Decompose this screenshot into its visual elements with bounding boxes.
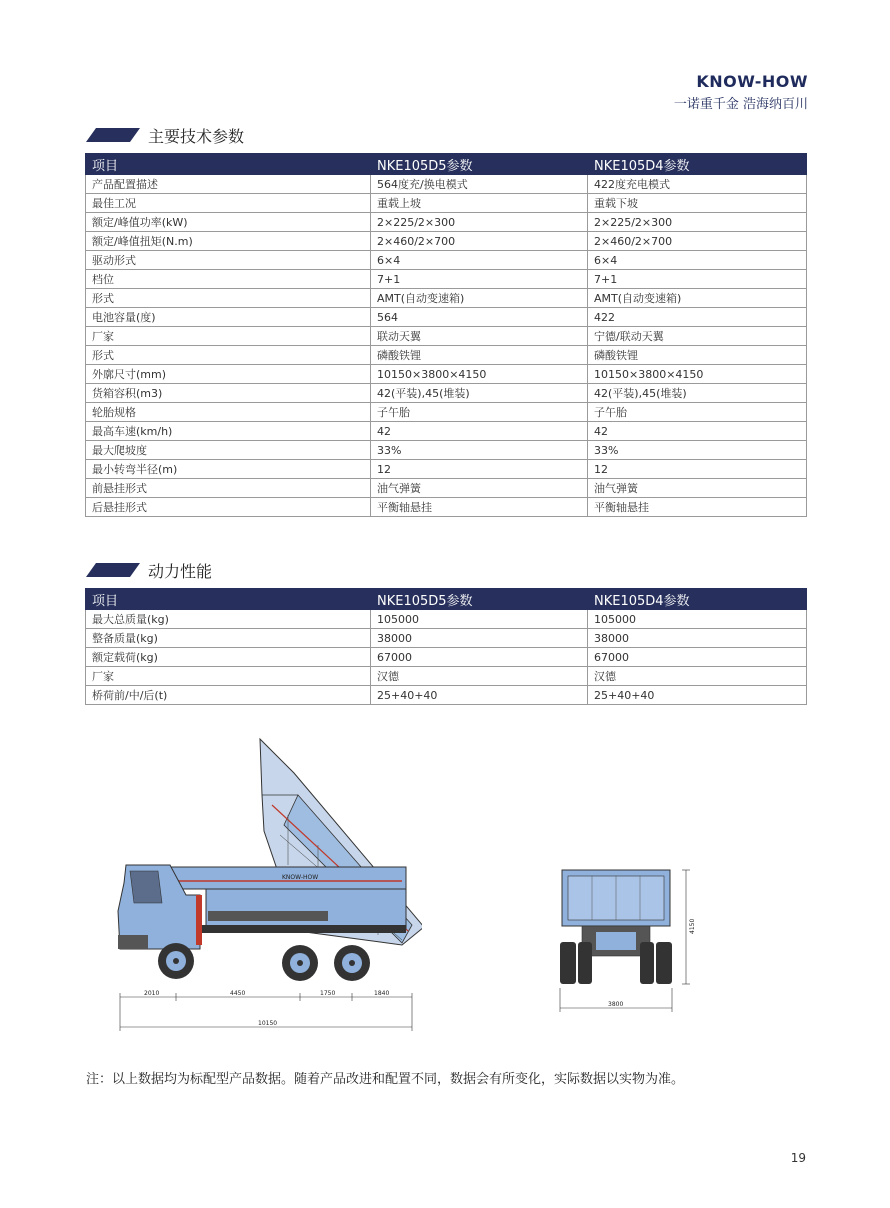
cell-d4: 12 — [588, 460, 807, 479]
table-row — [86, 270, 807, 289]
cell-item: 额定/峰值扭矩(N.m) — [86, 232, 371, 251]
dim-width: 3800 — [608, 1001, 624, 1008]
table-row — [86, 289, 807, 308]
header-item: 项目 — [86, 589, 371, 610]
cell-d4: 6×4 — [588, 251, 807, 270]
page-number: 19 — [790, 1151, 806, 1165]
brand-slogan: 一诺重千金 浩海纳百川 — [673, 97, 808, 112]
cell-d4: 67000 — [588, 648, 807, 667]
cell-d4: 422度充电模式 — [588, 175, 807, 194]
dim-wheelbase-front: 4450 — [230, 990, 246, 997]
cell-d5: 564度充/换电模式 — [371, 175, 588, 194]
cell-d4: 平衡轴悬挂 — [588, 498, 807, 517]
cell-d5: 2×460/2×700 — [371, 232, 588, 251]
cell-d5: 38000 — [371, 629, 588, 648]
table-header-row — [86, 154, 807, 175]
section-title-power — [86, 559, 212, 581]
table-row — [86, 479, 807, 498]
table-row — [86, 384, 807, 403]
cell-d5: 25+40+40 — [371, 686, 588, 705]
table-row — [86, 498, 807, 517]
cell-item: 外廓尺寸(mm) — [86, 365, 371, 384]
cell-d5: 2×225/2×300 — [371, 213, 588, 232]
cell-item: 厂家 — [86, 327, 371, 346]
table-row — [86, 213, 807, 232]
section-title-text: 动力性能 — [148, 561, 213, 581]
cell-item: 最小转弯半径(m) — [86, 460, 371, 479]
table-header-row — [86, 589, 807, 610]
dim-rear-overhang: 1840 — [374, 990, 390, 997]
rear-body — [562, 870, 670, 956]
dim-wheelbase-rear: 1750 — [320, 990, 336, 997]
cell-d5: 平衡轴悬挂 — [371, 498, 588, 517]
body-text: KNOW-HOW — [282, 874, 319, 881]
cell-d5: 汉德 — [371, 667, 588, 686]
cell-d5: 子午胎 — [371, 403, 588, 422]
section-marker-icon — [86, 128, 140, 142]
cell-d5: 42(平装),45(堆装) — [371, 384, 588, 403]
table-row — [86, 346, 807, 365]
header-d5: NKE105D5参数 — [371, 154, 588, 175]
cell-d4: 重载下坡 — [588, 194, 807, 213]
cell-d4: 汉德 — [588, 667, 807, 686]
cell-item: 后悬挂形式 — [86, 498, 371, 517]
cell-item: 额定载荷(kg) — [86, 648, 371, 667]
cell-item: 形式 — [86, 289, 371, 308]
table-row — [86, 327, 807, 346]
table-row — [86, 422, 807, 441]
cell-item: 产品配置描述 — [86, 175, 371, 194]
cell-item: 最高车速(km/h) — [86, 422, 371, 441]
table-row — [86, 460, 807, 479]
cell-item: 轮胎规格 — [86, 403, 371, 422]
section-marker-icon — [86, 563, 140, 577]
dim-front-overhang: 2010 — [144, 990, 160, 997]
cell-d5: 105000 — [371, 610, 588, 629]
cell-item: 整备质量(kg) — [86, 629, 371, 648]
cell-d5: 564 — [371, 308, 588, 327]
cell-d4: 42(平装),45(堆装) — [588, 384, 807, 403]
cell-d5: 67000 — [371, 648, 588, 667]
main-spec-table — [85, 153, 807, 517]
dim-total-length: 10150 — [258, 1020, 278, 1027]
cell-d5: 10150×3800×4150 — [371, 365, 588, 384]
header-d4: NKE105D4参数 — [588, 154, 807, 175]
section-title-main-specs — [86, 124, 244, 146]
table-row — [86, 251, 807, 270]
cell-d4: 105000 — [588, 610, 807, 629]
cell-d5: 12 — [371, 460, 588, 479]
dim-height: 4150 — [689, 918, 696, 934]
table-row — [86, 403, 807, 422]
cell-item: 前悬挂形式 — [86, 479, 371, 498]
cell-d4: 10150×3800×4150 — [588, 365, 807, 384]
table-row — [86, 441, 807, 460]
cell-d4: 子午胎 — [588, 403, 807, 422]
cell-d5: 磷酸铁锂 — [371, 346, 588, 365]
cell-item: 驱动形式 — [86, 251, 371, 270]
cell-d4: 25+40+40 — [588, 686, 807, 705]
table-row — [86, 308, 807, 327]
cell-item: 最大总质量(kg) — [86, 610, 371, 629]
cell-d4: 42 — [588, 422, 807, 441]
cell-d5: 7+1 — [371, 270, 588, 289]
table-row — [86, 629, 807, 648]
cell-d5: 42 — [371, 422, 588, 441]
cell-item: 最大爬坡度 — [86, 441, 371, 460]
cell-d4: 38000 — [588, 629, 807, 648]
cell-d4: 油气弹簧 — [588, 479, 807, 498]
cell-item: 桥荷前/中/后(t) — [86, 686, 371, 705]
cell-d5: 油气弹簧 — [371, 479, 588, 498]
cell-d4: 宁德/联动天翼 — [588, 327, 807, 346]
table-row — [86, 648, 807, 667]
table-row — [86, 175, 807, 194]
brand-name: KNOW-HOW — [696, 72, 808, 91]
cell-d4: 7+1 — [588, 270, 807, 289]
table-row — [86, 667, 807, 686]
cell-item: 最佳工况 — [86, 194, 371, 213]
footnote: 注：以上数据均为标配型产品数据。随着产品改进和配置不同，数据会有所变化，实际数据以实物为准。 — [86, 1072, 685, 1087]
cell-item: 档位 — [86, 270, 371, 289]
cell-item: 额定/峰值功率(kW) — [86, 213, 371, 232]
header-item: 项目 — [86, 154, 371, 175]
table-row — [86, 365, 807, 384]
cell-d4: 2×225/2×300 — [588, 213, 807, 232]
table-row — [86, 194, 807, 213]
truck-rear-view-drawing — [552, 862, 702, 1022]
cell-item: 电池容量(度) — [86, 308, 371, 327]
cell-item: 形式 — [86, 346, 371, 365]
table-row — [86, 232, 807, 251]
cell-d4: 33% — [588, 441, 807, 460]
cell-d5: 6×4 — [371, 251, 588, 270]
cell-d5: AMT(自动变速箱) — [371, 289, 588, 308]
section-title-text: 主要技术参数 — [148, 126, 245, 146]
cell-d5: 联动天翼 — [371, 327, 588, 346]
cell-d4: 磷酸铁锂 — [588, 346, 807, 365]
brand-block — [674, 72, 808, 112]
cell-item: 厂家 — [86, 667, 371, 686]
cell-item: 货箱容积(m3) — [86, 384, 371, 403]
cell-d4: 422 — [588, 308, 807, 327]
truck-side-view-drawing — [112, 735, 422, 1035]
cell-d5: 33% — [371, 441, 588, 460]
cell-d4: AMT(自动变速箱) — [588, 289, 807, 308]
table-row — [86, 686, 807, 705]
table-row — [86, 610, 807, 629]
power-spec-table — [85, 588, 807, 705]
header-d4: NKE105D4参数 — [588, 589, 807, 610]
cell-d4: 2×460/2×700 — [588, 232, 807, 251]
header-d5: NKE105D5参数 — [371, 589, 588, 610]
cell-d5: 重载上坡 — [371, 194, 588, 213]
